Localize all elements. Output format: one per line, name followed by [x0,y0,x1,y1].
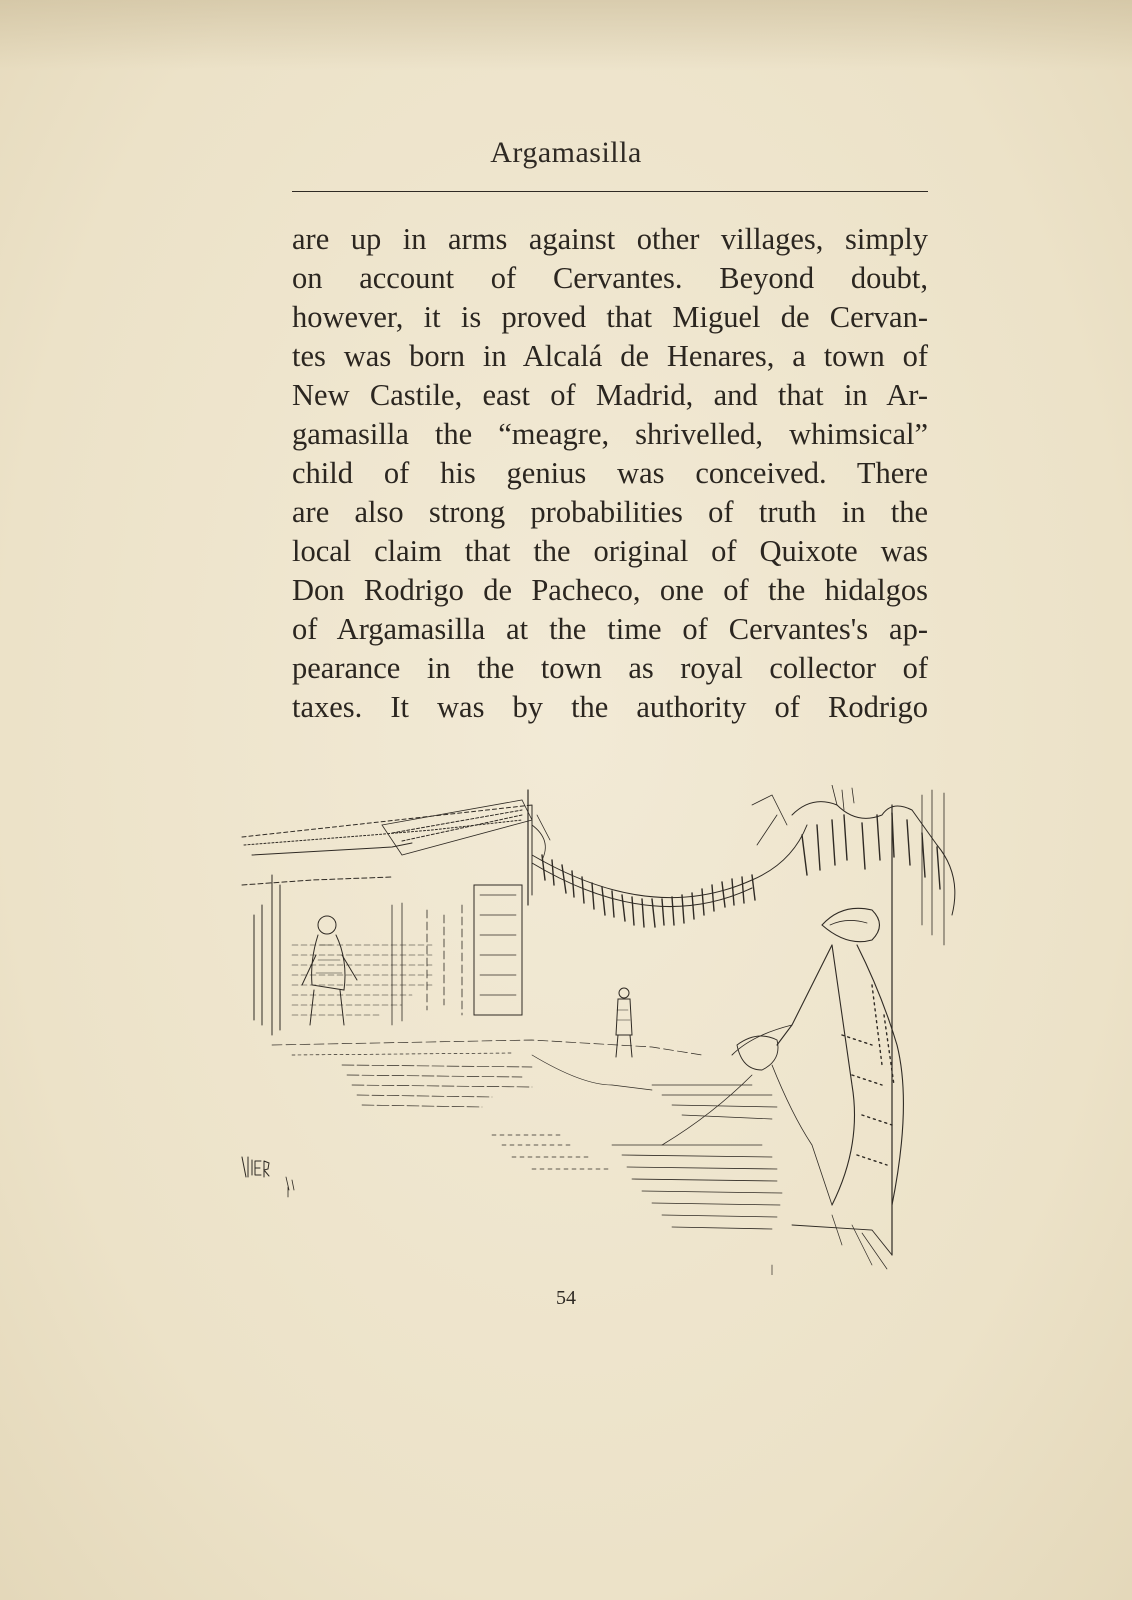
page-shadow [0,0,1132,70]
text-line: on account of Cervantes. Beyond doubt, [292,261,928,295]
text-line: tes was born in Alcalá de Henares, a town of [292,339,928,373]
street-ground [272,805,892,1275]
text-line: are up in arms against other villages, simply [292,222,928,256]
header-rule [292,191,928,192]
running-head: Argamasilla [490,136,642,169]
page-number: 54 [556,1287,576,1309]
text-line: local claim that the original of Quixote was [292,534,928,568]
text-line: however, it is proved that Miguel de Cervan- [292,300,928,334]
text-line: New Castile, east of Madrid, and that in Ar- [292,378,928,412]
street-scene-illustration [232,785,977,1275]
artist-signature [242,1157,294,1197]
text-line: of Argamasilla at the time of Cervantes's ap- [292,612,928,646]
text-line: gamasilla the “meagre, shrivelled, whimsical” [292,417,928,451]
text-line: pearance in the town as royal collector of [292,651,928,685]
child-figure [616,988,632,1057]
body-text [292,220,928,727]
text-line: are also strong probabilities of truth in the [292,495,928,529]
seated-figure [302,916,357,1025]
left-houses [242,790,532,1035]
woman-figure [662,908,903,1205]
text-line: Don Rodrigo de Pacheco, one of the hidalgos [292,573,928,607]
text-line: taxes. It was by the authority of Rodrigo [292,690,928,724]
text-line: child of his genius was conceived. There [292,456,928,490]
